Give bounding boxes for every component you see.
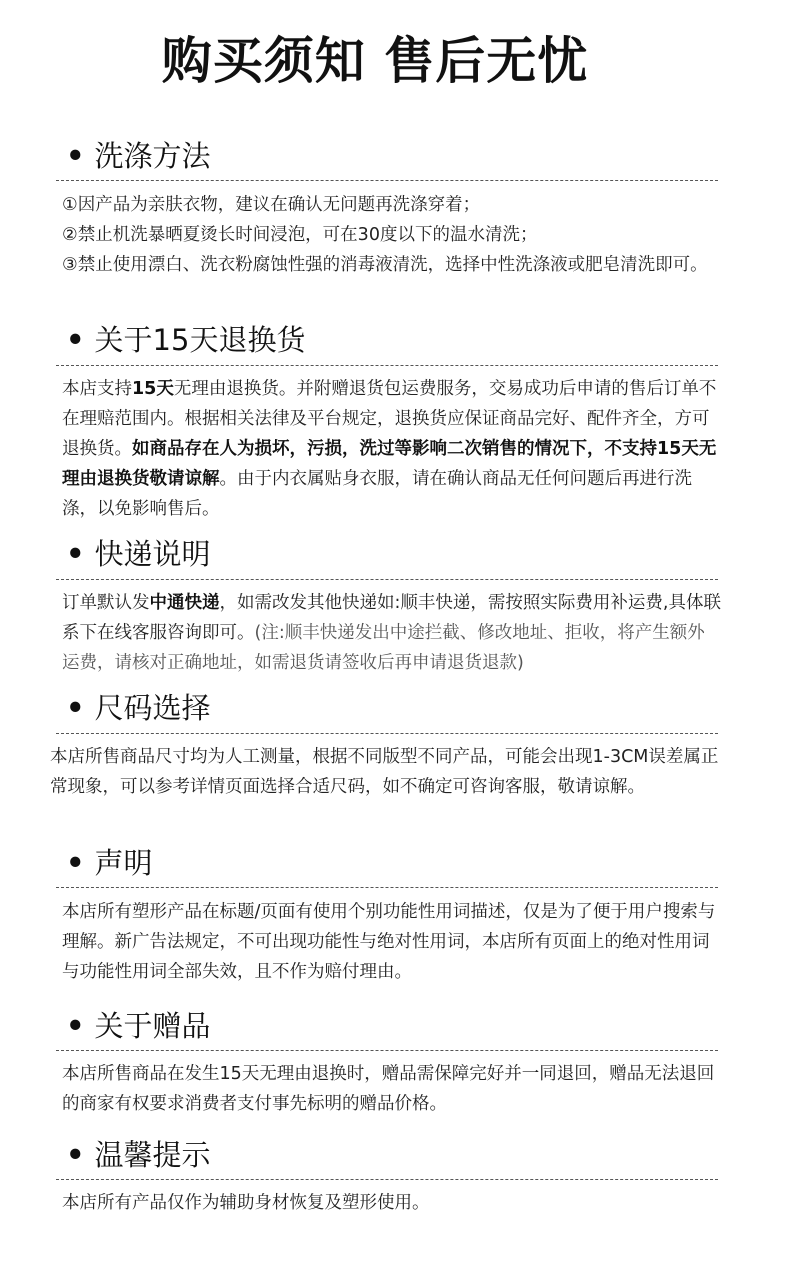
section-body-tips xyxy=(62,1188,722,1218)
body-text: 本店所售商品在发生15天无理由退换时，赠品需保障完好并一同退回，赠品无法退回的商家有权要求消费者支付事先标明的赠品价格。 xyxy=(62,1064,715,1114)
section-body-shipping xyxy=(62,588,722,678)
bullet-icon: • xyxy=(66,139,85,173)
bullet-icon: • xyxy=(66,1009,85,1043)
section-heading-statement xyxy=(66,843,716,883)
page-title: 购买须知 售后无忧 xyxy=(161,32,589,90)
body-line: ③禁止使用漂白、洗衣粉腐蚀性强的消毒液清洗，选择中性洗涤液或肥皂清洗即可。 xyxy=(62,255,708,275)
section-heading-returns xyxy=(66,320,716,360)
bullet-icon: • xyxy=(66,323,85,357)
heading-text: 温馨提示 xyxy=(94,1138,211,1172)
body-line: ①因产品为亲肤衣物，建议在确认无问题再洗涤穿着； xyxy=(62,195,481,215)
body-text: ，如需改发其他快递如:顺丰快递，需按照实际费用补运费,具体联系下在线客服咨询即可。 xyxy=(62,593,721,643)
section-heading-shipping xyxy=(66,534,716,574)
dashed-divider xyxy=(56,887,718,888)
bullet-icon: • xyxy=(66,537,85,571)
dashed-divider xyxy=(56,365,718,366)
section-heading-gifts xyxy=(66,1006,716,1046)
section-heading-size xyxy=(66,688,716,728)
section-body-size xyxy=(50,742,726,802)
section-body-gifts xyxy=(62,1059,722,1119)
body-text: 本店所售商品尺寸均为人工测量，根据不同版型不同产品，可能会出现1-3CM误差属正常现象，可以参考详情页面选择合适尺码，如不确定可咨询客服，敬请谅解。 xyxy=(50,747,719,797)
dashed-divider xyxy=(56,1179,718,1180)
body-paragraph xyxy=(62,588,722,678)
body-text: 本店支持 xyxy=(62,379,132,399)
dashed-divider xyxy=(56,1050,718,1051)
heading-text: 快递说明 xyxy=(94,537,211,571)
body-text-bold: 15天 xyxy=(132,379,174,399)
body-text: 本店所有塑形产品在标题/页面有使用个别功能性用词描述，仅是为了便于用户搜索与理解。新广告法规定，不可出现功能性与绝对性用词，本店所有页面上的绝对性用词与功能性用词全部失效，且不作为赔付理由。 xyxy=(62,902,716,982)
dashed-divider xyxy=(56,579,718,580)
heading-text: 关于15天退换货 xyxy=(94,323,306,357)
body-text: 订单默认发 xyxy=(62,593,150,613)
section-heading-tips xyxy=(66,1135,716,1175)
body-line: ②禁止机洗暴晒夏烫长时间浸泡，可在30度以下的温水清洗； xyxy=(62,225,538,245)
body-text: 本店所有产品仅作为辅助身材恢复及塑形使用。 xyxy=(62,1193,430,1213)
section-body-returns xyxy=(62,374,722,524)
bullet-icon: • xyxy=(66,846,85,880)
body-text-bold: 如商品存在人为损坏，污损，洗过等影响二次销售的情况下，不支持15天无理由退换货敬请谅解 xyxy=(62,439,717,489)
body-paragraph xyxy=(62,374,722,524)
dashed-divider xyxy=(56,180,718,181)
section-body-washing xyxy=(62,190,722,280)
section-heading-washing xyxy=(66,136,716,176)
body-text-bold: 中通快递 xyxy=(149,593,220,613)
heading-text: 声明 xyxy=(94,846,153,880)
section-body-statement xyxy=(62,897,722,987)
dashed-divider xyxy=(56,733,718,734)
body-text: 无理由退换货。并附赠退货包运费服务，交易成功后申请的售后订单不在理赔范围内。根据相关法律及平台规定，退换货应保证商品完好、配件齐全，方可退换货。 xyxy=(62,379,717,459)
heading-text: 尺码选择 xyxy=(94,691,211,725)
bullet-icon: • xyxy=(66,1138,85,1172)
heading-text: 关于赠品 xyxy=(94,1009,211,1043)
bullet-icon: • xyxy=(66,691,85,725)
body-text: 。由于内衣属贴身衣服，请在确认商品无任何问题后再进行洗涤，以免影响售后。 xyxy=(62,469,692,519)
body-note: (注:顺丰快递发出中途拦截、修改地址、拒收，将产生额外运费，请核对正确地址，如需退货请签收后再申请退货退款) xyxy=(62,623,705,673)
heading-text: 洗涤方法 xyxy=(94,139,211,173)
